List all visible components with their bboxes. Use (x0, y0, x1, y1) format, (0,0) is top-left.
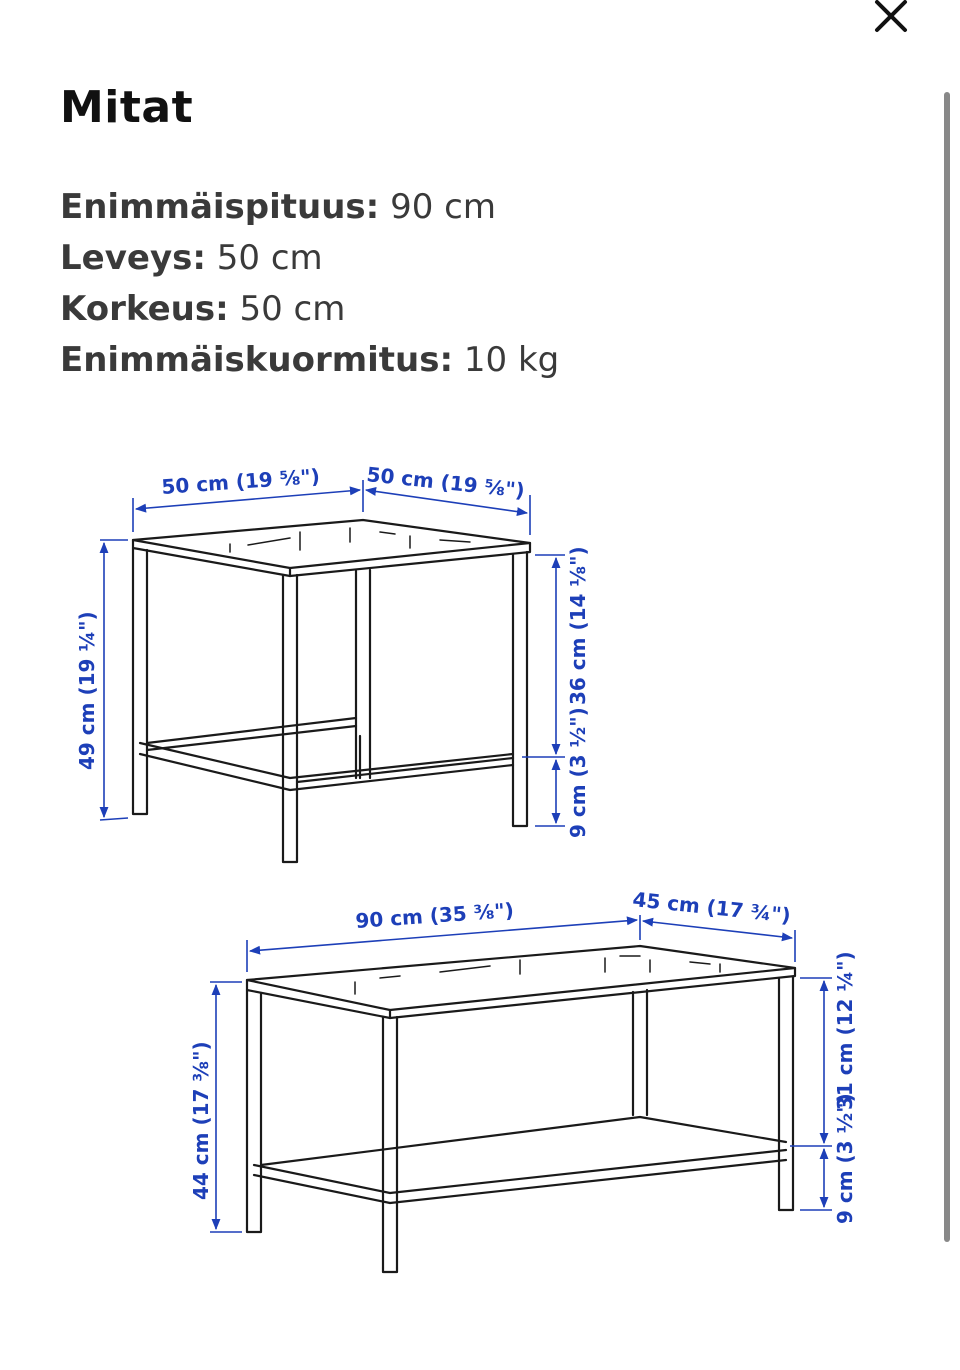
large-shelf-height-label: 9 cm (3 ½") (833, 1093, 857, 1224)
spec-label: Enimmäiskuormitus: (60, 340, 454, 380)
small-width-label: 50 cm (19 ⅝") (160, 463, 321, 499)
large-table-drawing (247, 946, 795, 1272)
small-depth-label: 50 cm (19 ⅝") (365, 462, 526, 503)
small-table-drawing (133, 520, 530, 862)
small-shelf-gap-label: 36 cm (14 ⅛") (566, 546, 590, 705)
spec-value: 50 cm (216, 238, 323, 278)
spec-label: Korkeus: (60, 289, 229, 329)
spec-value: 50 cm (239, 289, 346, 329)
large-shelf-gap-label: 31 cm (12 ¼") (833, 951, 857, 1110)
spec-value: 90 cm (390, 187, 496, 227)
page-title: Mitat (60, 82, 194, 133)
spec-label: Enimmäispituus: (60, 187, 380, 227)
large-width-label: 90 cm (35 ⅜") (354, 897, 515, 933)
small-shelf-height-label: 9 cm (3 ½") (566, 707, 590, 838)
spec-label: Leveys: (60, 238, 206, 278)
large-height-label: 44 cm (17 ⅜") (189, 1041, 213, 1200)
small-height-label: 49 cm (19 ¼") (75, 611, 99, 770)
large-depth-label: 45 cm (17 ¾") (631, 887, 792, 928)
spec-value: 10 kg (463, 340, 560, 380)
